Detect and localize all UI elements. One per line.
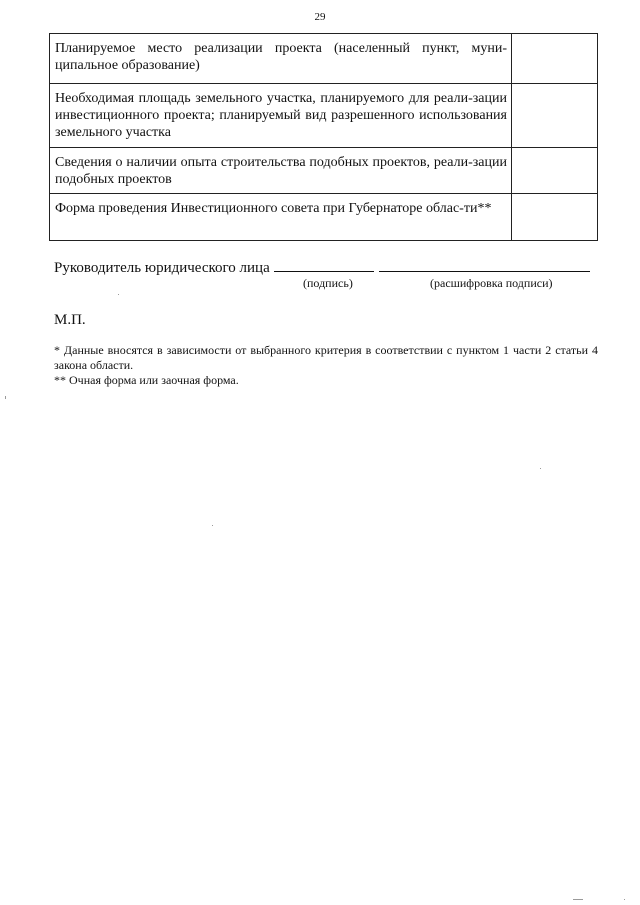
- signature-label: Руководитель юридического лица: [54, 260, 270, 276]
- signature-blank[interactable]: [274, 257, 374, 272]
- footnotes: [54, 343, 598, 388]
- row-value-location[interactable]: [512, 34, 598, 84]
- row-value-council-form[interactable]: [512, 194, 598, 241]
- project-info-table: [49, 33, 598, 241]
- row-label-council-form: Форма проведения Инвестиционного совета при Губернаторе облас-ти**: [50, 194, 512, 241]
- table-row: [50, 84, 598, 148]
- signature-caption: (подпись): [303, 276, 353, 290]
- scan-speck: [212, 525, 213, 526]
- scan-speck: [5, 396, 6, 399]
- row-label-land-area: Необходимая площадь земельного участка, планируемого для реали-зации инвестиционного проекта; планируемый вид разрешенного использования земельного участка: [50, 84, 512, 148]
- signature-decoding-blank[interactable]: [379, 257, 590, 272]
- signature-line: [54, 257, 590, 277]
- page-number: 29: [314, 11, 326, 23]
- row-value-land-area[interactable]: [512, 84, 598, 148]
- signature-decoding-caption: (расшифровка подписи): [430, 276, 553, 290]
- stamp-label: М.П.: [54, 312, 86, 328]
- row-value-experience[interactable]: [512, 148, 598, 194]
- scan-speck: [624, 899, 625, 900]
- scan-speck: [118, 294, 119, 295]
- table-row: [50, 148, 598, 194]
- table-row: [50, 34, 598, 84]
- footnote-1: * Данные вносятся в зависимости от выбранного критерия в соответствии с пунктом 1 части 2 статьи 4 закона области.: [54, 343, 598, 372]
- scan-speck: [540, 468, 541, 469]
- table-row: [50, 194, 598, 241]
- row-label-experience: Сведения о наличии опыта строительства подобных проектов, реали-зации подобных проектов: [50, 148, 512, 194]
- footnote-2: ** Очная форма или заочная форма.: [54, 373, 239, 387]
- scan-speck: [573, 899, 583, 900]
- row-label-location: Планируемое место реализации проекта (населенный пункт, муни-ципальное образование): [50, 34, 512, 84]
